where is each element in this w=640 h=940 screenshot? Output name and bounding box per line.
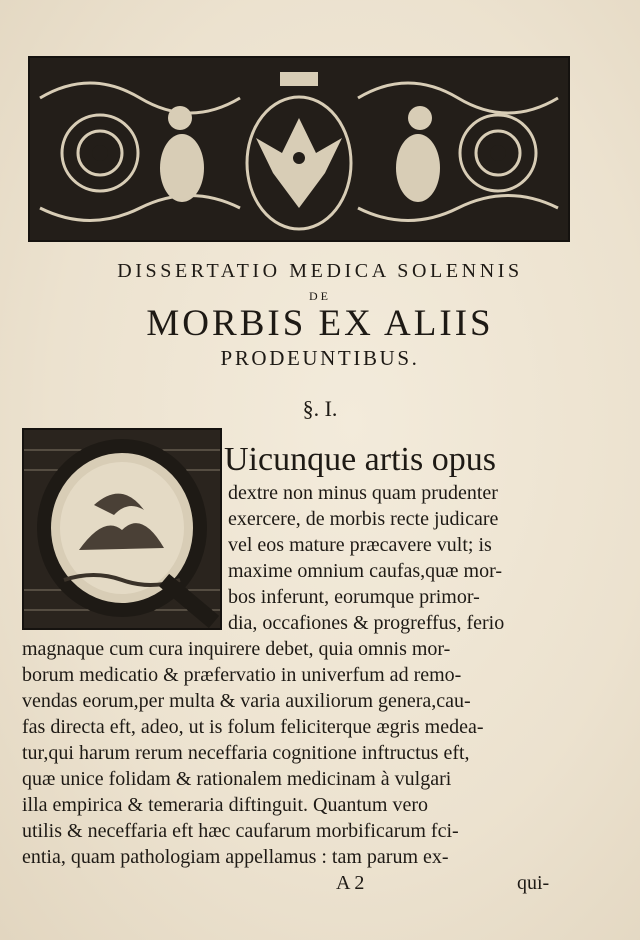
- text-line: dia, occafiones & progreffus, ferio: [228, 612, 505, 634]
- text-line: maxime omnium caufas,quæ mor-: [228, 560, 502, 582]
- text-line: quæ unice folidam & rationalem medicinam à vulgari: [22, 768, 452, 790]
- catchword: qui-: [517, 872, 550, 894]
- ornamental-headpiece: [28, 56, 570, 242]
- text-line: exercere, de morbis recte judicare: [228, 508, 499, 530]
- text-line: magnaque cum cura inquirere debet, quia omnis mor-: [22, 638, 451, 660]
- signature-mark: A 2: [336, 872, 365, 894]
- title-line-1: DISSERTATIO MEDICA SOLENNIS: [117, 260, 523, 282]
- title-line-2: DE: [309, 289, 331, 303]
- text-line: vendas eorum,per multa & varia auxiliorum genera,cau-: [22, 690, 471, 712]
- text-line: entia, quam pathologiam appellamus : tam parum ex-: [22, 846, 449, 868]
- text-line: tur,qui harum rerum neceffaria cognitione inftructus eft,: [22, 742, 470, 764]
- first-line-text: Uicunque artis opus: [224, 441, 496, 478]
- section-heading: §. I.: [302, 396, 338, 421]
- text-line: utilis & neceffaria eft hæc caufarum morbificarum fci-: [22, 820, 459, 842]
- text-line: bos inferunt, eorumque primor-: [228, 586, 480, 608]
- title-line-3: MORBIS EX ALIIS: [146, 303, 494, 344]
- text-line: borum medicatio & præfervatio in univerfum ad remo-: [22, 664, 462, 686]
- text-line: dextre non minus quam prudenter: [228, 482, 498, 504]
- text-line: illa empirica & temeraria diftinguit. Quantum vero: [22, 794, 428, 816]
- text-line: vel eos mature præcavere vult; is: [228, 534, 492, 556]
- decorated-initial: [22, 428, 222, 630]
- text-line: fas directa eft, adeo, ut is folum feliciterque ægris medea-: [22, 716, 484, 738]
- title-line-4: PRODEUNTIBUS.: [220, 346, 420, 370]
